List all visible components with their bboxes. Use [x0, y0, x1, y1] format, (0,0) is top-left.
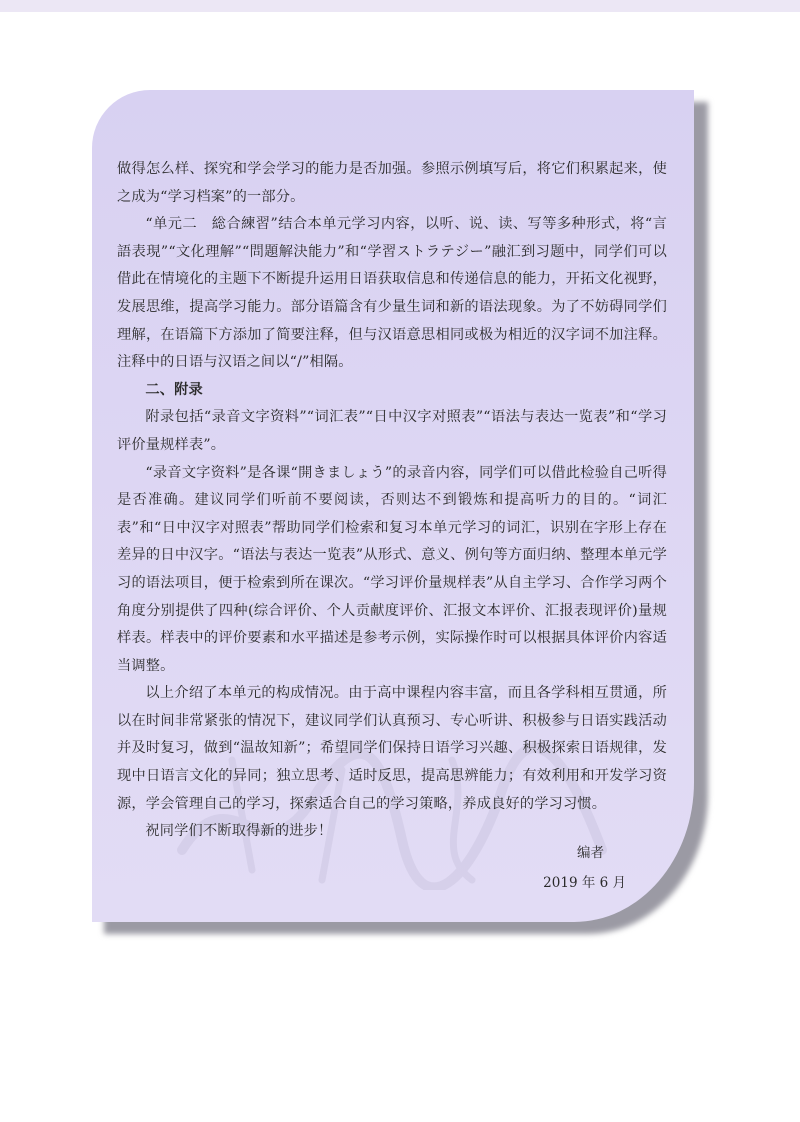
content-card [92, 90, 694, 922]
signature-block [543, 838, 626, 898]
paragraph-appendix-contents: 附录包括“录音文字资料”“词汇表”“日中汉字对照表”“语法与表达一览表”和“学习评价量规样表”。 [117, 409, 667, 453]
paragraph-appendix-details: “录音文字资料”是各课“開きましょう”的录音内容，同学们可以借此检验自己听得是否准确。建议同学们听前不要阅读，否则达不到锻炼和提高听力的目的。“词汇表”和“日中汉字对照表”帮助同学们检索和复习本单元学习的词汇，识别在字形上存在差异的日中汉字。“语法与表达一览表”从形式、意义、例句等方面归纳、整理本单元学习的语法项目，便于检索到所在课次。“学习评价量规样表”从自主学习、合作学习两个角度分别提供了四种(综合评价、个人贡献度评价、汇报文本评价、汇报表现评价)量规样表。样表中的评价要素和水平描述是参考示例，实际操作时可以根据具体评价内容适当调整。 [117, 464, 667, 674]
paragraph-summary: 以上介绍了本单元的构成情况。由于高中课程内容丰富，而且各学科相互贯通，所以在时间非常紧张的情况下，建议同学们认真预习、专心听讲、积极参与日语实践活动并及时复习，做到“温故知新”；希望同学们保持日语学习兴趣、积极探索日语规律，发现中日语言文化的异同；独立思考、适时反思，提高思辨能力；有效利用和开发学习资源，学会管理自己的学习，探索适合自己的学习策略，养成良好的学习习惯。 [117, 685, 667, 812]
signature-author: 编者 [577, 845, 604, 861]
paragraph-intro-continuation: 做得怎么样、探究和学会学习的能力是否加强。参照示例填写后，将它们积累起来，使之成为“学习档案”的一部分。 [117, 161, 667, 205]
document-body [117, 156, 667, 846]
section-heading-appendix: 二、附录 [145, 381, 203, 398]
signature-date: 2019 年 6 月 [543, 875, 626, 891]
page-top-band [0, 0, 800, 12]
paragraph-unit-two: “单元二 総合練習”结合本单元学习内容，以听、说、读、写等多种形式，将“言語表現”“文化理解”“問題解決能力”和“学習ストラテジー”融汇到习题中，同学们可以借此在情境化的主题下不断提升运用日语获取信息和传递信息的能力，开拓文化视野，发展思维，提高学习能力。部分语篇含有少量生词和新的语法现象。为了不妨碍同学们理解，在语篇下方添加了简要注释，但与汉语意思相同或极为相近的汉字词不加注释。注释中的日语与汉语之间以“/”相隔。 [117, 216, 667, 371]
paragraph-closing-wish: 祝同学们不断取得新的进步！ [145, 823, 333, 840]
